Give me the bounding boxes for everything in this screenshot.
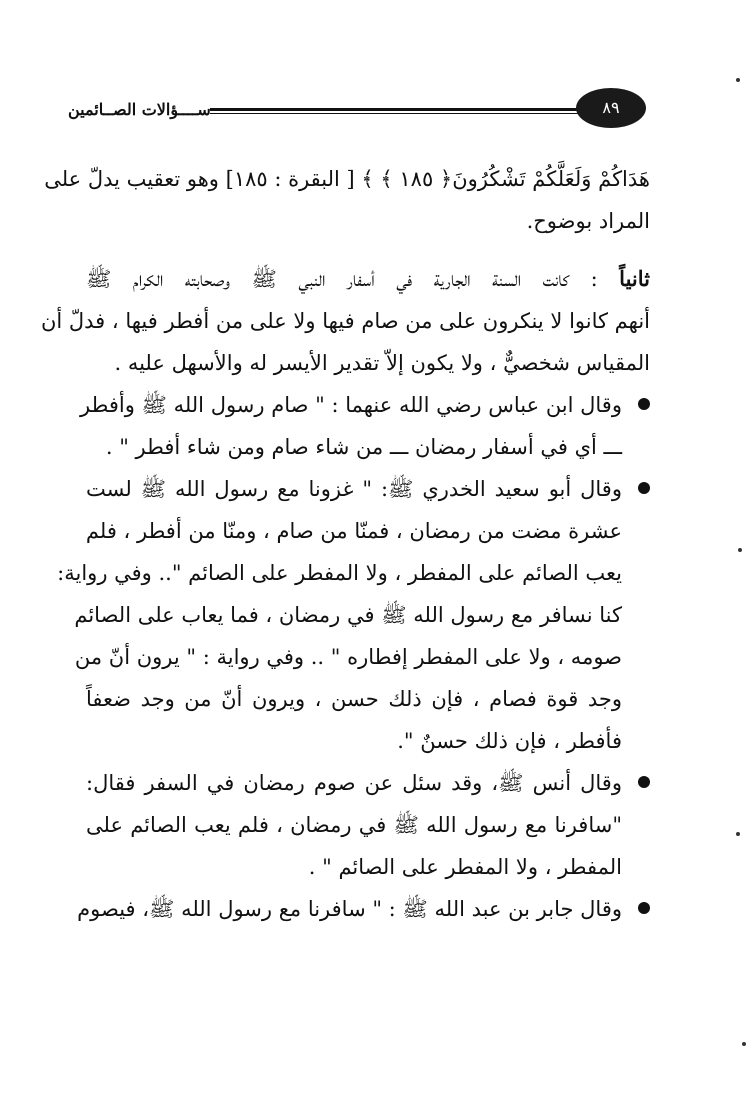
text-line: عشرة مضت من رمضان ، فمنّا من صام ، ومنّا من أفطر ، فلم	[85, 519, 622, 543]
text-line: صومه ، ولا على المفطر إفطاره " .. وفي رواية : " يرون أنّ من	[74, 645, 622, 669]
hadith-list-item	[57, 468, 650, 762]
text-line: فأفطر ، فإن ذلك حسنٌ ".	[397, 729, 622, 753]
header-title: ســــؤالات الصــائمين	[68, 100, 211, 119]
page-number-badge: ٨٩	[576, 88, 646, 128]
paragraph-1	[44, 158, 650, 242]
text-line: كنا نسافر مع رسول الله ﷺ في رمضان ، فما يعاب على الصائم	[74, 603, 622, 627]
text-line: وقال ابن عباس رضي الله عنهما : " صام رسول الله ﷺ وأفطر	[80, 393, 622, 417]
text-line: يعب الصائم على المفطر ، ولا المفطر على الصائم ".. وفي رواية:	[57, 561, 622, 585]
text-line: وقال أبو سعيد الخدري ﷺ: " غزونا مع رسول الله ﷺ لست	[86, 477, 622, 501]
scan-speck	[736, 832, 740, 836]
bullet-icon	[638, 482, 650, 494]
text-line: ـــ أي في أسفار رمضان ـــ من شاء صام ومن شاء أفطر " .	[105, 435, 622, 459]
page-body	[40, 158, 650, 930]
text-line	[86, 258, 650, 300]
hadith-list-item	[86, 762, 650, 888]
header-rule	[210, 108, 578, 114]
running-header	[68, 86, 658, 132]
hadith-list-item	[77, 888, 650, 930]
scan-speck	[742, 1042, 746, 1046]
text-line: وجد قوة فصام ، فإن ذلك حسن ، ويرون أنّ من وجد ضعفاً	[86, 687, 622, 711]
scan-speck	[736, 78, 740, 82]
bullet-icon	[638, 776, 650, 788]
text-line: المفطر ، ولا المفطر على الصائم " .	[308, 855, 622, 879]
text-line: وقال أنس ﷺ، وقد سئل عن صوم رمضان في السفر فقال:	[86, 771, 622, 795]
paragraph-2	[40, 258, 650, 384]
text-line: أنهم كانوا لا ينكرون على من صام فيها ولا على من أفطر فيها ، فدلّ أن	[40, 309, 650, 333]
bullet-icon	[638, 902, 650, 914]
text-line: المقياس شخصيٌّ ، ولا يكون إلاّ تقدير الأيسر له والأسهل عليه .	[114, 351, 650, 375]
hadith-list-item	[80, 384, 650, 468]
paragraph-lead-word: ثانياً	[619, 266, 650, 291]
text-line: وقال جابر بن عبد الله ﷺ : " سافرنا مع رسول الله ﷺ، فيصوم	[77, 897, 622, 921]
text-line: "سافرنا مع رسول الله ﷺ في رمضان ، فلم يعب الصائم على	[86, 813, 622, 837]
scan-speck	[738, 548, 742, 552]
text-line: هَدَاكُمْ وَلَعَلَّكُمْ تَشْكُرُونَ﴿ ١٨٥ ﴾ ﴾ [ البقرة : ١٨٥] وهو تعقيب يدلّ على	[44, 167, 650, 191]
text-line: المراد بوضوح.	[526, 209, 650, 233]
text-line-rest: : كانت السنة الجارية في أسفار النبي ﷺ وصحابته الكرام ﷺ	[86, 267, 620, 291]
bullet-icon	[638, 398, 650, 410]
